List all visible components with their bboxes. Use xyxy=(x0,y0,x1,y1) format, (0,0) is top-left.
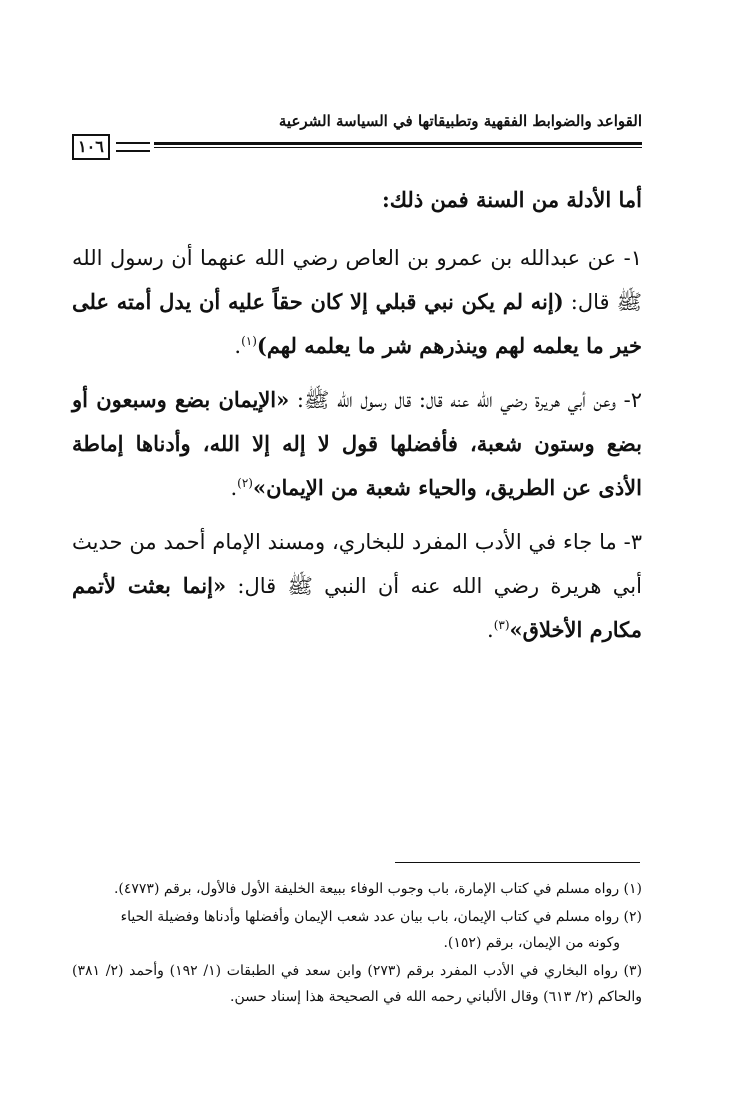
hadith-paragraph-2 xyxy=(72,378,642,510)
hadith-3-text: «إنما بعثت لأتمم مكارم الأخلاق» xyxy=(72,573,642,642)
footnote-separator xyxy=(395,862,640,863)
footnote-ref-1: (١) xyxy=(241,334,257,348)
running-header xyxy=(72,112,642,164)
footnote-ref-2: (٢) xyxy=(237,476,253,490)
hadith-paragraph-1 xyxy=(72,236,642,368)
hadith-paragraph-3 xyxy=(72,520,642,652)
hadith-2-narration: ٢- وعن أبي هريرة رضي الله عنه قال: قال رسول الله ﷺ: xyxy=(289,388,643,412)
header-rule xyxy=(72,142,642,148)
hadith-1-end: . xyxy=(234,334,242,358)
hadith-3-narration: ٣- ما جاء في الأدب المفرد للبخاري، ومسند الإمام أحمد من حديث أبي هريرة رضي الله عنه أن النبي ﷺ قال: xyxy=(72,530,642,598)
page-number-block xyxy=(72,133,154,161)
hadith-2-text: «الإيمان بضع وسبعون أو بضع وستون شعبة، فأفضلها قول لا إله إلا الله، وأدناها إماطة الأذى عن الطريق، والحياء شعبة من الإيمان» xyxy=(72,387,642,500)
hadith-2-end: . xyxy=(230,476,238,500)
footnote-2 xyxy=(72,904,642,956)
footnotes xyxy=(72,876,642,1012)
footnote-ref-3: (٣) xyxy=(493,618,510,632)
hadith-1-text: (إنه لم يكن نبي قبلي إلا كان حقاً عليه أن يدل أمته على خير ما يعلمه لهم وينذرهم شر ما يعلمه لهم) xyxy=(72,289,642,358)
footnote-2-line-2: وكونه من الإيمان، برقم (١٥٢). xyxy=(443,935,620,951)
intro-heading: أما الأدلة من السنة فمن ذلك: xyxy=(381,187,642,212)
page-number: ١٠٦ xyxy=(72,134,110,160)
footnote-2-line-1: (٢) رواه مسلم في كتاب الإيمان، باب بيان عدد شعب الإيمان وأفضلها وأدناها وفضيلة الحياء xyxy=(120,909,642,925)
main-text xyxy=(72,178,642,662)
header-title: القواعد والضوابط الفقهية وتطبيقاتها في السياسة الشرعية xyxy=(278,112,642,130)
footnote-3: (٣) رواه البخاري في الأدب المفرد برقم (٢٧٣) وابن سعد في الطبقات (١/ ١٩٢) وأحمد (٢/ ٣٨١) والحاكم (٢/ ٦١٣) وقال الألباني رحمه الله في الصحيحة هذا إسناد حسن. xyxy=(72,963,643,1005)
header-ornament-line xyxy=(116,142,150,152)
hadith-3-end: . xyxy=(487,618,494,642)
footnote-1: (١) رواه مسلم في كتاب الإمارة، باب وجوب الوفاء ببيعة الخليفة الأول فالأول، برقم (٤٧٧٣). xyxy=(113,881,642,897)
hadith-1-narration: ١- عن عبدالله بن عمرو بن العاص رضي الله عنهما أن رسول الله ﷺ قال: xyxy=(72,246,642,314)
